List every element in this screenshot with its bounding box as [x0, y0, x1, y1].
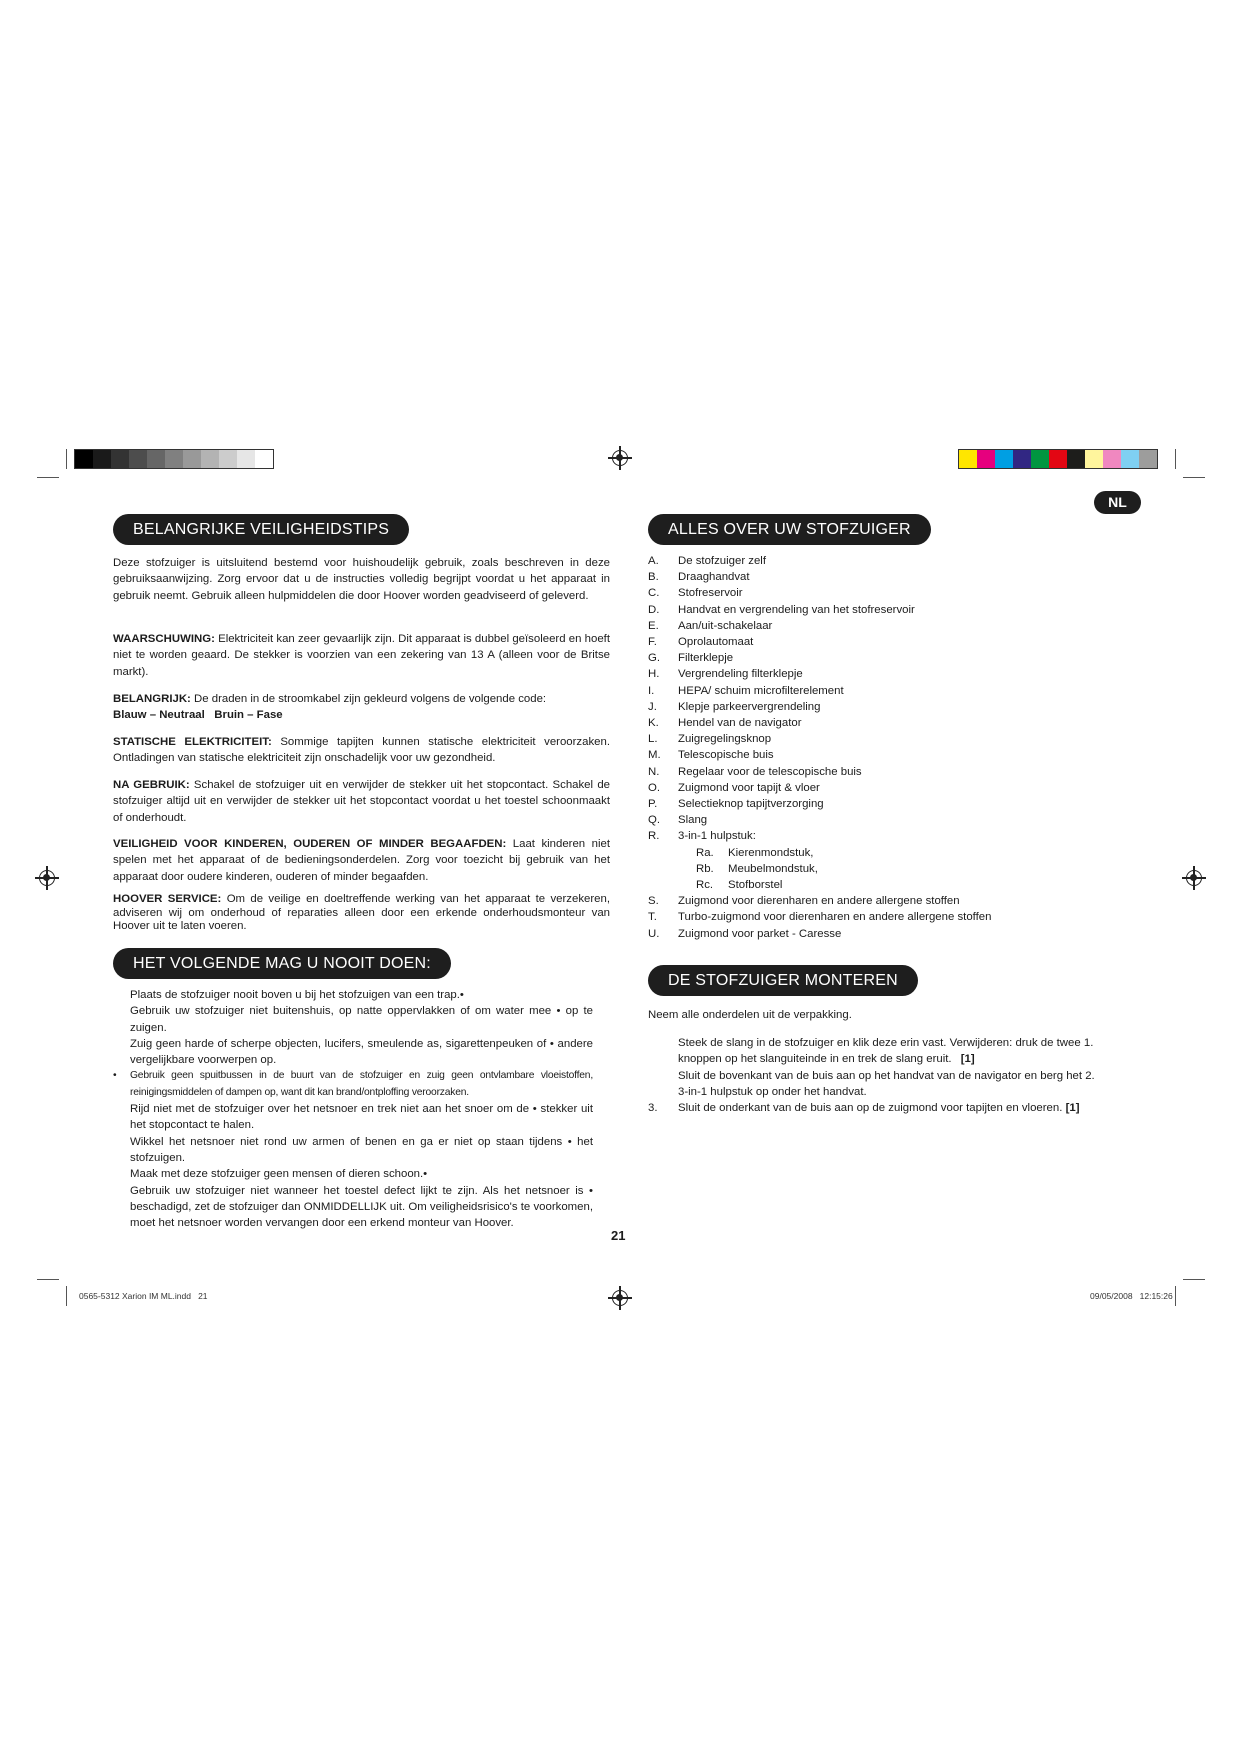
- list-item: [648, 683, 991, 699]
- crop-mark: [1183, 477, 1205, 478]
- list-item: [648, 569, 991, 585]
- color-swatch: [93, 450, 111, 468]
- color-swatch: [1049, 450, 1067, 468]
- list-item: [648, 812, 991, 828]
- part-label: Stofborstel: [728, 879, 783, 892]
- wire-code: Blauw – Neutraal Bruin – Fase: [113, 709, 283, 722]
- part-label: Turbo-zuigmond voor dierenharen en andere allergene stoffen: [678, 911, 992, 924]
- part-label: Regelaar voor de telescopische buis: [678, 765, 862, 778]
- color-swatch: [219, 450, 237, 468]
- part-label: Zuigmond voor parket - Caresse: [678, 927, 842, 940]
- color-swatch: [1031, 450, 1049, 468]
- children-label: VEILIGHEID VOOR KINDEREN, OUDEREN OF MINDER BEGAAFDEN:: [113, 838, 507, 850]
- part-label: HEPA/ schuim microfilterelement: [678, 684, 844, 697]
- color-swatch: [165, 450, 183, 468]
- list-item: [648, 747, 991, 763]
- list-item: [113, 987, 593, 1003]
- never-list: [113, 987, 593, 1231]
- list-item: [648, 893, 991, 909]
- color-swatch: [1013, 450, 1031, 468]
- list-item: [648, 699, 991, 715]
- list-item: [648, 553, 991, 569]
- color-swatch: [111, 450, 129, 468]
- never-item-5: Rijd niet met de stofzuiger over het netsnoer en trek niet aan het snoer om de • stekker uit het stopcontact te halen.: [130, 1103, 593, 1132]
- intro-text: Deze stofzuiger is uitsluitend bestemd voor huishoudelijk gebruik, zoals beschreven in deze gebruiksaanwijzing. Zorg ervoor dat u de instructies volledig begrijpt voordat u het apparaat in gebruik neemt. Gebruik alleen hulpmiddelen die door Hoover worden geadviseerd of geleverd.: [113, 557, 610, 602]
- safety-heading: BELANGRIJKE VEILIGHEIDSTIPS: [113, 514, 409, 545]
- part-label: Telescopische buis: [678, 749, 774, 762]
- crop-mark: [66, 449, 67, 469]
- part-label: Handvat en vergrendeling van het stofreservoir: [678, 603, 915, 616]
- bullet-icon: •: [113, 1070, 117, 1082]
- warning-paragraph: [113, 631, 610, 680]
- never-item-1: Plaats de stofzuiger nooit boven u bij het stofzuigen van een trap.•: [130, 989, 464, 1001]
- list-item: [648, 877, 991, 893]
- static-paragraph: [113, 734, 610, 767]
- crop-mark: [66, 1286, 67, 1306]
- list-item: [648, 828, 991, 844]
- language-badge: NL: [1094, 491, 1141, 514]
- list-item: [648, 650, 991, 666]
- list-item: [113, 1003, 593, 1036]
- color-swatch: [255, 450, 273, 468]
- list-item: [648, 585, 991, 601]
- color-swatch: [129, 450, 147, 468]
- color-swatch: [1121, 450, 1139, 468]
- list-item: [648, 780, 991, 796]
- part-letter: C.: [648, 587, 660, 600]
- step-2: [648, 1068, 1128, 1101]
- list-item: [113, 1134, 593, 1167]
- part-label: Oprolautomaat: [678, 636, 754, 649]
- part-letter: I.: [648, 684, 655, 697]
- registration-mark-icon: [39, 870, 55, 886]
- part-letter: E.: [648, 619, 659, 632]
- registration-mark-icon: [612, 1290, 628, 1306]
- part-letter: H.: [648, 668, 660, 681]
- step-3-figure-ref: [1]: [1065, 1102, 1080, 1115]
- part-label: Klepje parkeervergrendeling: [678, 700, 821, 713]
- part-letter: T.: [648, 911, 657, 924]
- part-label: Kierenmondstuk,: [728, 846, 814, 859]
- part-label: Filterklepje: [678, 652, 734, 665]
- process-color-bar: [958, 449, 1158, 469]
- important-label: BELANGRIJK:: [113, 693, 191, 705]
- step-1-figure-ref: [1]: [960, 1053, 975, 1066]
- list-item: [113, 1101, 593, 1134]
- list-item: [648, 731, 991, 747]
- color-swatch: [147, 450, 165, 468]
- crop-mark: [1183, 1279, 1205, 1280]
- list-item: [648, 634, 991, 650]
- warning-text: Elektriciteit kan zeer gevaarlijk zijn. Dit apparaat is dubbel geïsoleerd en hoeft niet te worden geaard. De stekker is voorzien van een zekering van 13 A (alleen voor de Britse markt).: [113, 633, 610, 678]
- step-1: [648, 1035, 1128, 1068]
- never-item-4: Gebruik geen spuitbussen in de buurt van de stofzuiger en zuig geen ontvlambare vloeistoffen, reinigingsmiddelen of dampen op, want dit kan brand/ontploffing veroorzaken.: [130, 1070, 593, 1098]
- part-letter: A.: [648, 555, 659, 567]
- step-1-line-1: Steek de slang in de stofzuiger en klik deze erin vast. Verwijderen: druk de twee 1.: [678, 1037, 1094, 1049]
- color-swatch: [995, 450, 1013, 468]
- grayscale-color-bar: [74, 449, 274, 469]
- color-swatch: [237, 450, 255, 468]
- part-letter: P.: [648, 798, 658, 811]
- part-letter: O.: [648, 781, 661, 794]
- color-swatch: [1067, 450, 1085, 468]
- children-paragraph: [113, 836, 610, 885]
- part-letter: G.: [648, 652, 661, 665]
- step-2-line-1: Sluit de bovenkant van de buis aan op het handvat van de navigator en berg het 2.: [678, 1069, 1095, 1082]
- part-letter: B.: [648, 571, 659, 584]
- part-label: Aan/uit-schakelaar: [678, 619, 773, 632]
- never-item-7: Maak met deze stofzuiger geen mensen of dieren schoon.•: [130, 1168, 428, 1181]
- never-item-8: Gebruik uw stofzuiger niet wanneer het toestel defect lijkt te zijn. Als het netsnoer is • beschadigd, zet de stofzuiger dan ONMIDDELLIJK uit. Om veiligheidsrisico's te voorkomen, moet het netsnoer worden vervangen door een erkend monteur van Hoover.: [130, 1184, 593, 1230]
- part-label: Zuigmond voor tapijt & vloer: [678, 781, 820, 794]
- part-label: Slang: [678, 814, 708, 827]
- print-timestamp: 09/05/2008 12:15:26: [1090, 1291, 1173, 1301]
- list-item: [113, 1183, 593, 1232]
- part-letter: R.: [648, 830, 660, 843]
- part-letter: F.: [648, 636, 657, 649]
- assembly-steps: [648, 1035, 1128, 1116]
- part-label: Selectieknop tapijtverzorging: [678, 798, 824, 811]
- step-3: [648, 1100, 1128, 1116]
- list-item: [648, 796, 991, 812]
- service-text: Om de veilige en doeltreffende werking van het apparaat te verzekeren, adviseren wij om onderhoud of reparaties alleen door een erkende onderhoudsmonteur van Hoover uit te laten voeren.: [113, 893, 610, 932]
- static-text: Sommige tapijten kunnen statische elektriciteit veroorzaken. Ontladingen van statische elektriciteit zijn onschadelijk voor uw gezondheid.: [113, 736, 610, 765]
- color-swatch: [959, 450, 977, 468]
- step-3-number: 3.: [648, 1102, 658, 1115]
- part-letter: D.: [648, 603, 660, 616]
- crop-mark: [1175, 1286, 1176, 1306]
- crop-mark: [37, 1279, 59, 1280]
- parts-heading: ALLES OVER UW STOFZUIGER: [648, 514, 931, 545]
- intro-paragraph: [113, 555, 610, 604]
- crop-mark: [37, 477, 59, 478]
- registration-mark-icon: [1186, 870, 1202, 886]
- part-letter: K.: [648, 717, 659, 730]
- list-item: [113, 1068, 593, 1101]
- part-letter: Ra.: [696, 846, 714, 859]
- after-use-paragraph: [113, 777, 610, 826]
- part-label: Stofreservoir: [678, 587, 743, 600]
- after-use-text: Schakel de stofzuiger uit en verwijder de stekker uit het stopcontact. Schakel de stofzuiger altijd uit en verwijder de stekker uit het stopcontact voordat u het toestel schoonmaakt of onderhoudt.: [113, 779, 611, 824]
- part-letter: U.: [648, 927, 660, 940]
- service-label: HOOVER SERVICE:: [113, 893, 222, 905]
- part-label: Draaghandvat: [678, 571, 750, 584]
- part-label: Vergrendeling filterklepje: [678, 668, 803, 681]
- file-slug: 0565-5312 Xarion IM ML.indd 21: [79, 1291, 208, 1301]
- color-swatch: [183, 450, 201, 468]
- color-swatch: [1139, 450, 1157, 468]
- part-letter: Rb.: [696, 862, 714, 875]
- part-label: De stofzuiger zelf: [678, 555, 766, 567]
- part-label: Meubelmondstuk,: [728, 862, 818, 875]
- part-letter: S.: [648, 895, 659, 908]
- registration-mark-icon: [612, 450, 628, 466]
- list-item: [648, 666, 991, 682]
- list-item: [648, 764, 991, 780]
- part-label: Hendel van de navigator: [678, 717, 802, 730]
- assembly-intro: [648, 1007, 1128, 1023]
- children-text: Laat kinderen niet spelen met het apparaat of de bedieningsonderdelen. Zorg voor toezicht bij gebruik van het apparaat door oudere kinderen, ouderen of minder begaafden.: [113, 838, 610, 883]
- part-label: Zuigregelingsknop: [678, 733, 772, 746]
- part-letter: L.: [648, 733, 658, 746]
- important-paragraph: [113, 691, 610, 724]
- never-heading: HET VOLGENDE MAG U NOOIT DOEN:: [113, 948, 451, 979]
- never-item-6: Wikkel het netsnoer niet rond uw armen of benen en ga er niet op staan tijdens • het stofzuigen.: [130, 1135, 593, 1164]
- color-swatch: [977, 450, 995, 468]
- never-item-2: Gebruik uw stofzuiger niet buitenshuis, op natte oppervlakken of om water mee • op te zuigen.: [130, 1005, 593, 1034]
- list-item: [113, 1166, 593, 1182]
- step-2-line-2: 3-in-1 hulpstuk op onder het handvat.: [678, 1085, 867, 1098]
- static-label: STATISCHE ELEKTRICITEIT:: [113, 736, 272, 748]
- crop-mark: [1175, 449, 1176, 469]
- after-use-label: NA GEBRUIK:: [113, 779, 190, 791]
- step-3-text: Sluit de onderkant van de buis aan op de zuigmond voor tapijten en vloeren.: [678, 1102, 1063, 1115]
- list-item: [648, 715, 991, 731]
- step-1-line-2: knoppen op het slanguiteinde in en trek de slang eruit.: [678, 1053, 952, 1066]
- assembly-heading: DE STOFZUIGER MONTEREN: [648, 965, 918, 996]
- list-item: [648, 926, 991, 942]
- list-item: [648, 909, 991, 925]
- list-item: [648, 618, 991, 634]
- color-swatch: [201, 450, 219, 468]
- list-item: [648, 861, 991, 877]
- color-swatch: [1103, 450, 1121, 468]
- part-letter: N.: [648, 765, 660, 778]
- part-letter: J.: [648, 700, 657, 713]
- important-text: De draden in de stroomkabel zijn gekleurd volgens de volgende code:: [190, 693, 547, 705]
- part-letter: Q.: [648, 814, 661, 827]
- never-item-3: Zuig geen harde of scherpe objecten, lucifers, smeulende as, sigarettenpeuken of • andere vergelijkbare voorwerpen op.: [130, 1037, 593, 1067]
- color-swatch: [1085, 450, 1103, 468]
- page-number: 21: [611, 1228, 626, 1243]
- part-letter: M.: [648, 749, 661, 762]
- color-swatch: [75, 450, 93, 468]
- list-item: [113, 1036, 593, 1069]
- list-item: [648, 845, 991, 861]
- service-paragraph: [113, 893, 610, 934]
- warning-label: WAARSCHUWING:: [113, 633, 215, 645]
- part-letter: Rc.: [696, 879, 714, 892]
- assembly-intro-text: Neem alle onderdelen uit de verpakking.: [648, 1009, 852, 1021]
- part-label: Zuigmond voor dierenharen en andere allergene stoffen: [678, 895, 960, 908]
- parts-list: [648, 553, 991, 942]
- part-label: 3-in-1 hulpstuk:: [678, 830, 756, 843]
- list-item: [648, 602, 991, 618]
